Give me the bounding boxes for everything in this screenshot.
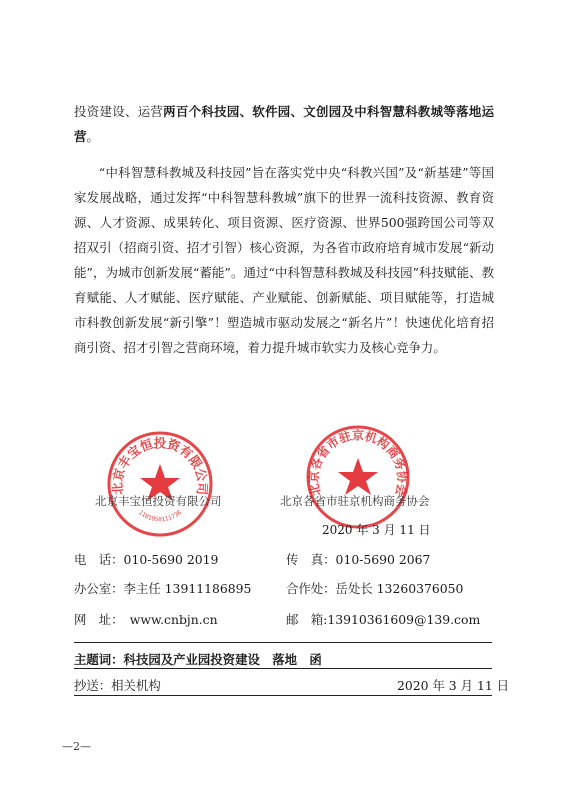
subject-keywords: 主题词：科技园及产业园投资建设 落地 函 bbox=[74, 652, 322, 667]
website-line: 网 址： www.cnbjn.cn bbox=[74, 612, 218, 627]
footer-date: 2020 年 3 月 11 日 bbox=[397, 678, 510, 693]
page-number: —2— bbox=[62, 740, 91, 753]
seal-text: 北京各省市驻京机构商务协会 bbox=[306, 428, 410, 498]
seal-text: 北京丰宝恒投资有限公司 bbox=[109, 435, 211, 496]
paragraph-intro-bold: 两百个科技园、软件园、文创园及中科智慧科教城等落地运营 bbox=[74, 104, 495, 144]
phone-line: 电 话：010-5690 2019 bbox=[74, 552, 219, 567]
seal-serial: 1101050111738 bbox=[137, 509, 183, 524]
cc-recipients: 抄送：相关机构 bbox=[74, 678, 161, 693]
star-icon bbox=[338, 458, 378, 495]
issue-date: 2020 年 3 月 11 日 bbox=[322, 523, 431, 537]
paragraph-intro bbox=[74, 99, 494, 149]
cooperation-contact: 合作处：岳处长 13260376050 bbox=[286, 581, 464, 596]
office-contact: 办公室：李主任 13911186895 bbox=[74, 581, 252, 596]
email-line: 邮 箱:13910361609@139.com bbox=[286, 612, 481, 627]
divider bbox=[74, 668, 492, 669]
divider bbox=[74, 642, 492, 643]
org-name-company: 北京丰宝恒投资有限公司 bbox=[95, 494, 222, 508]
divider bbox=[74, 695, 492, 696]
association-seal-stamp bbox=[303, 422, 413, 532]
org-name-association: 北京各省市驻京机构商务协会 bbox=[280, 494, 430, 508]
paragraph-intro-end: 。 bbox=[86, 129, 99, 144]
svg-text:1101050111738 bbox=[137, 509, 183, 523]
paragraph-intro-normal: 投资建设、运营 bbox=[74, 104, 164, 119]
paragraph-main: “中科智慧科教城及科技园”旨在落实党中央“科教兴国”及“新基建”等国家发展战略，通过发挥“中科智慧科教城”旗下的世界一流科技资源、教育资源、人才资源、成果转化、项目资源、医疗资源、世界500强跨国公司等双招双引（招商引资、招才引智）核心资源，为各省市政府培育城市发展“新动能”，为城市创新发展“蓄能”。通过“中科智慧科教城及科技园”科技赋能、教育赋能、人才赋能、医疗赋能、产业赋能、创新赋能、项目赋能等，打造城市科教创新发展“新引擎”！塑造城市驱动发展之“新名片”！快速优化培育招商引资、招才引智之营商环境，着力提升城市软实力及核心竞争力。 bbox=[74, 165, 494, 355]
company-seal-stamp bbox=[104, 428, 216, 540]
fax-line: 传 真：010-5690 2067 bbox=[286, 552, 431, 567]
